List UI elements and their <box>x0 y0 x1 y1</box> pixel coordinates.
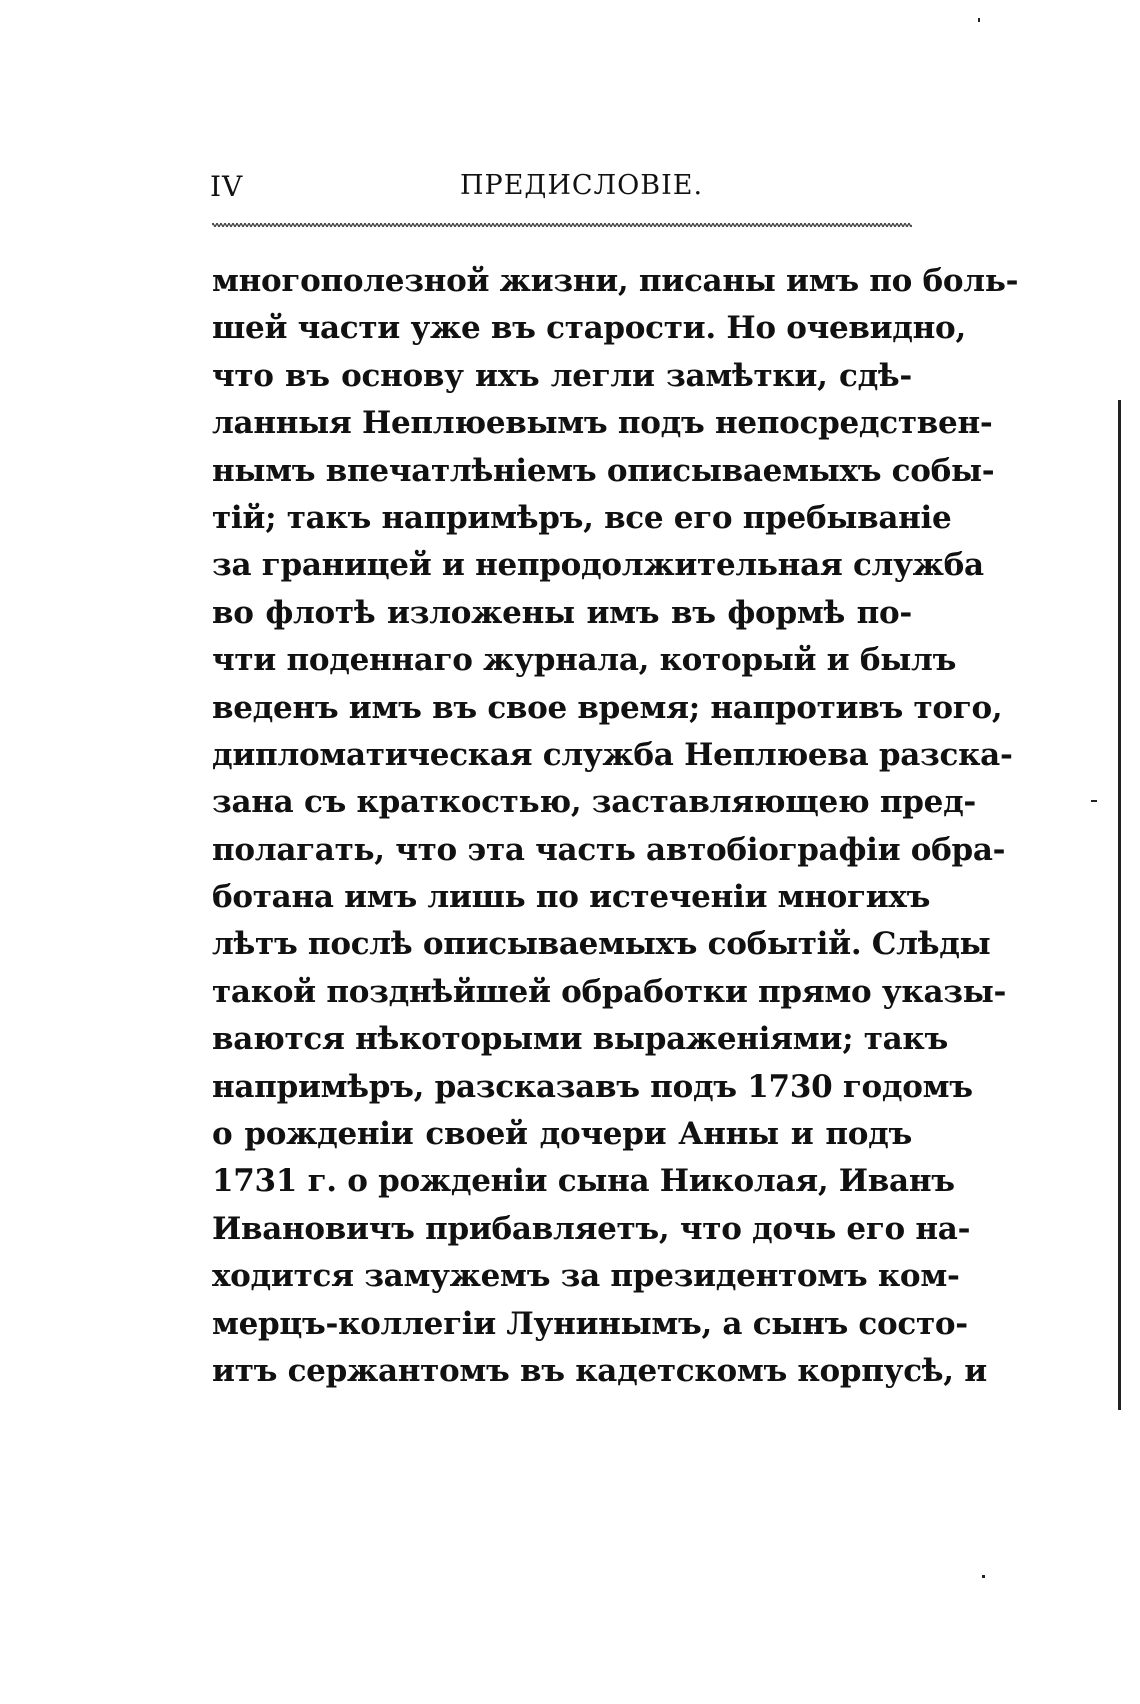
body-text <box>212 258 1019 1395</box>
text-line: во флотѣ изложены имъ въ формѣ по- <box>212 594 912 631</box>
page-number: IV <box>210 170 244 203</box>
text-line: ботана имъ лишь по истеченіи многихъ <box>212 879 931 916</box>
text-line: что въ основу ихъ легли замѣтки, сдѣ- <box>212 357 912 394</box>
wavy-rule-graphic <box>212 222 912 228</box>
text-line: мерцъ-коллегіи Лунинымъ, а сынъ состо- <box>212 1305 968 1342</box>
text-line: ваются нѣкоторыми выраженіями; такъ <box>212 1021 948 1058</box>
margin-speck <box>978 18 980 22</box>
margin-speck <box>982 1575 985 1578</box>
text-line: веденъ имъ въ свое время; напротивъ того, <box>212 689 1003 726</box>
text-line: ланныя Неплюевымъ подъ непосредствен- <box>212 405 993 442</box>
text-line: итъ сержантомъ въ кадетскомъ корпусѣ, и <box>212 1352 987 1389</box>
text-line: лѣтъ послѣ описываемыхъ событій. Слѣды <box>212 926 991 963</box>
text-line: за границей и непродолжительная служба <box>212 547 984 584</box>
running-title: ПРЕДИСЛОВІЕ. <box>460 170 704 201</box>
text-line: полагать, что эта часть автобіографіи обра- <box>212 831 1006 868</box>
text-line: Ивановичъ прибавляетъ, что дочь его на- <box>212 1210 971 1247</box>
text-line: 1731 г. о рожденіи сына Николая, Иванъ <box>212 1163 955 1200</box>
text-line: многополезной жизни, писаны имъ по боль- <box>212 263 1019 299</box>
text-line: ходится замужемъ за президентомъ ком- <box>212 1258 960 1295</box>
margin-speck <box>1091 800 1097 802</box>
text-line: чти поденнаго журнала, который и былъ <box>212 642 957 679</box>
text-line: тій; такъ напримѣръ, все его пребываніе <box>212 499 952 536</box>
header-wavy-rule <box>212 222 912 228</box>
text-line: дипломатическая служба Неплюева разска- <box>212 736 1013 773</box>
text-line: нымъ впечатлѣніемъ описываемыхъ собы- <box>212 452 995 489</box>
text-line: такой позднѣйшей обработки прямо указы- <box>212 973 1007 1010</box>
page-header <box>210 170 910 220</box>
margin-bar <box>1118 400 1121 1410</box>
text-line: зана съ краткостью, заставляющею пред- <box>212 784 976 821</box>
text-line: шей части уже въ старости. Но очевидно, <box>212 310 966 347</box>
text-line: о рожденіи своей дочери Анны и подъ <box>212 1116 912 1153</box>
text-line: напримѣръ, разсказавъ подъ 1730 годомъ <box>212 1068 973 1105</box>
